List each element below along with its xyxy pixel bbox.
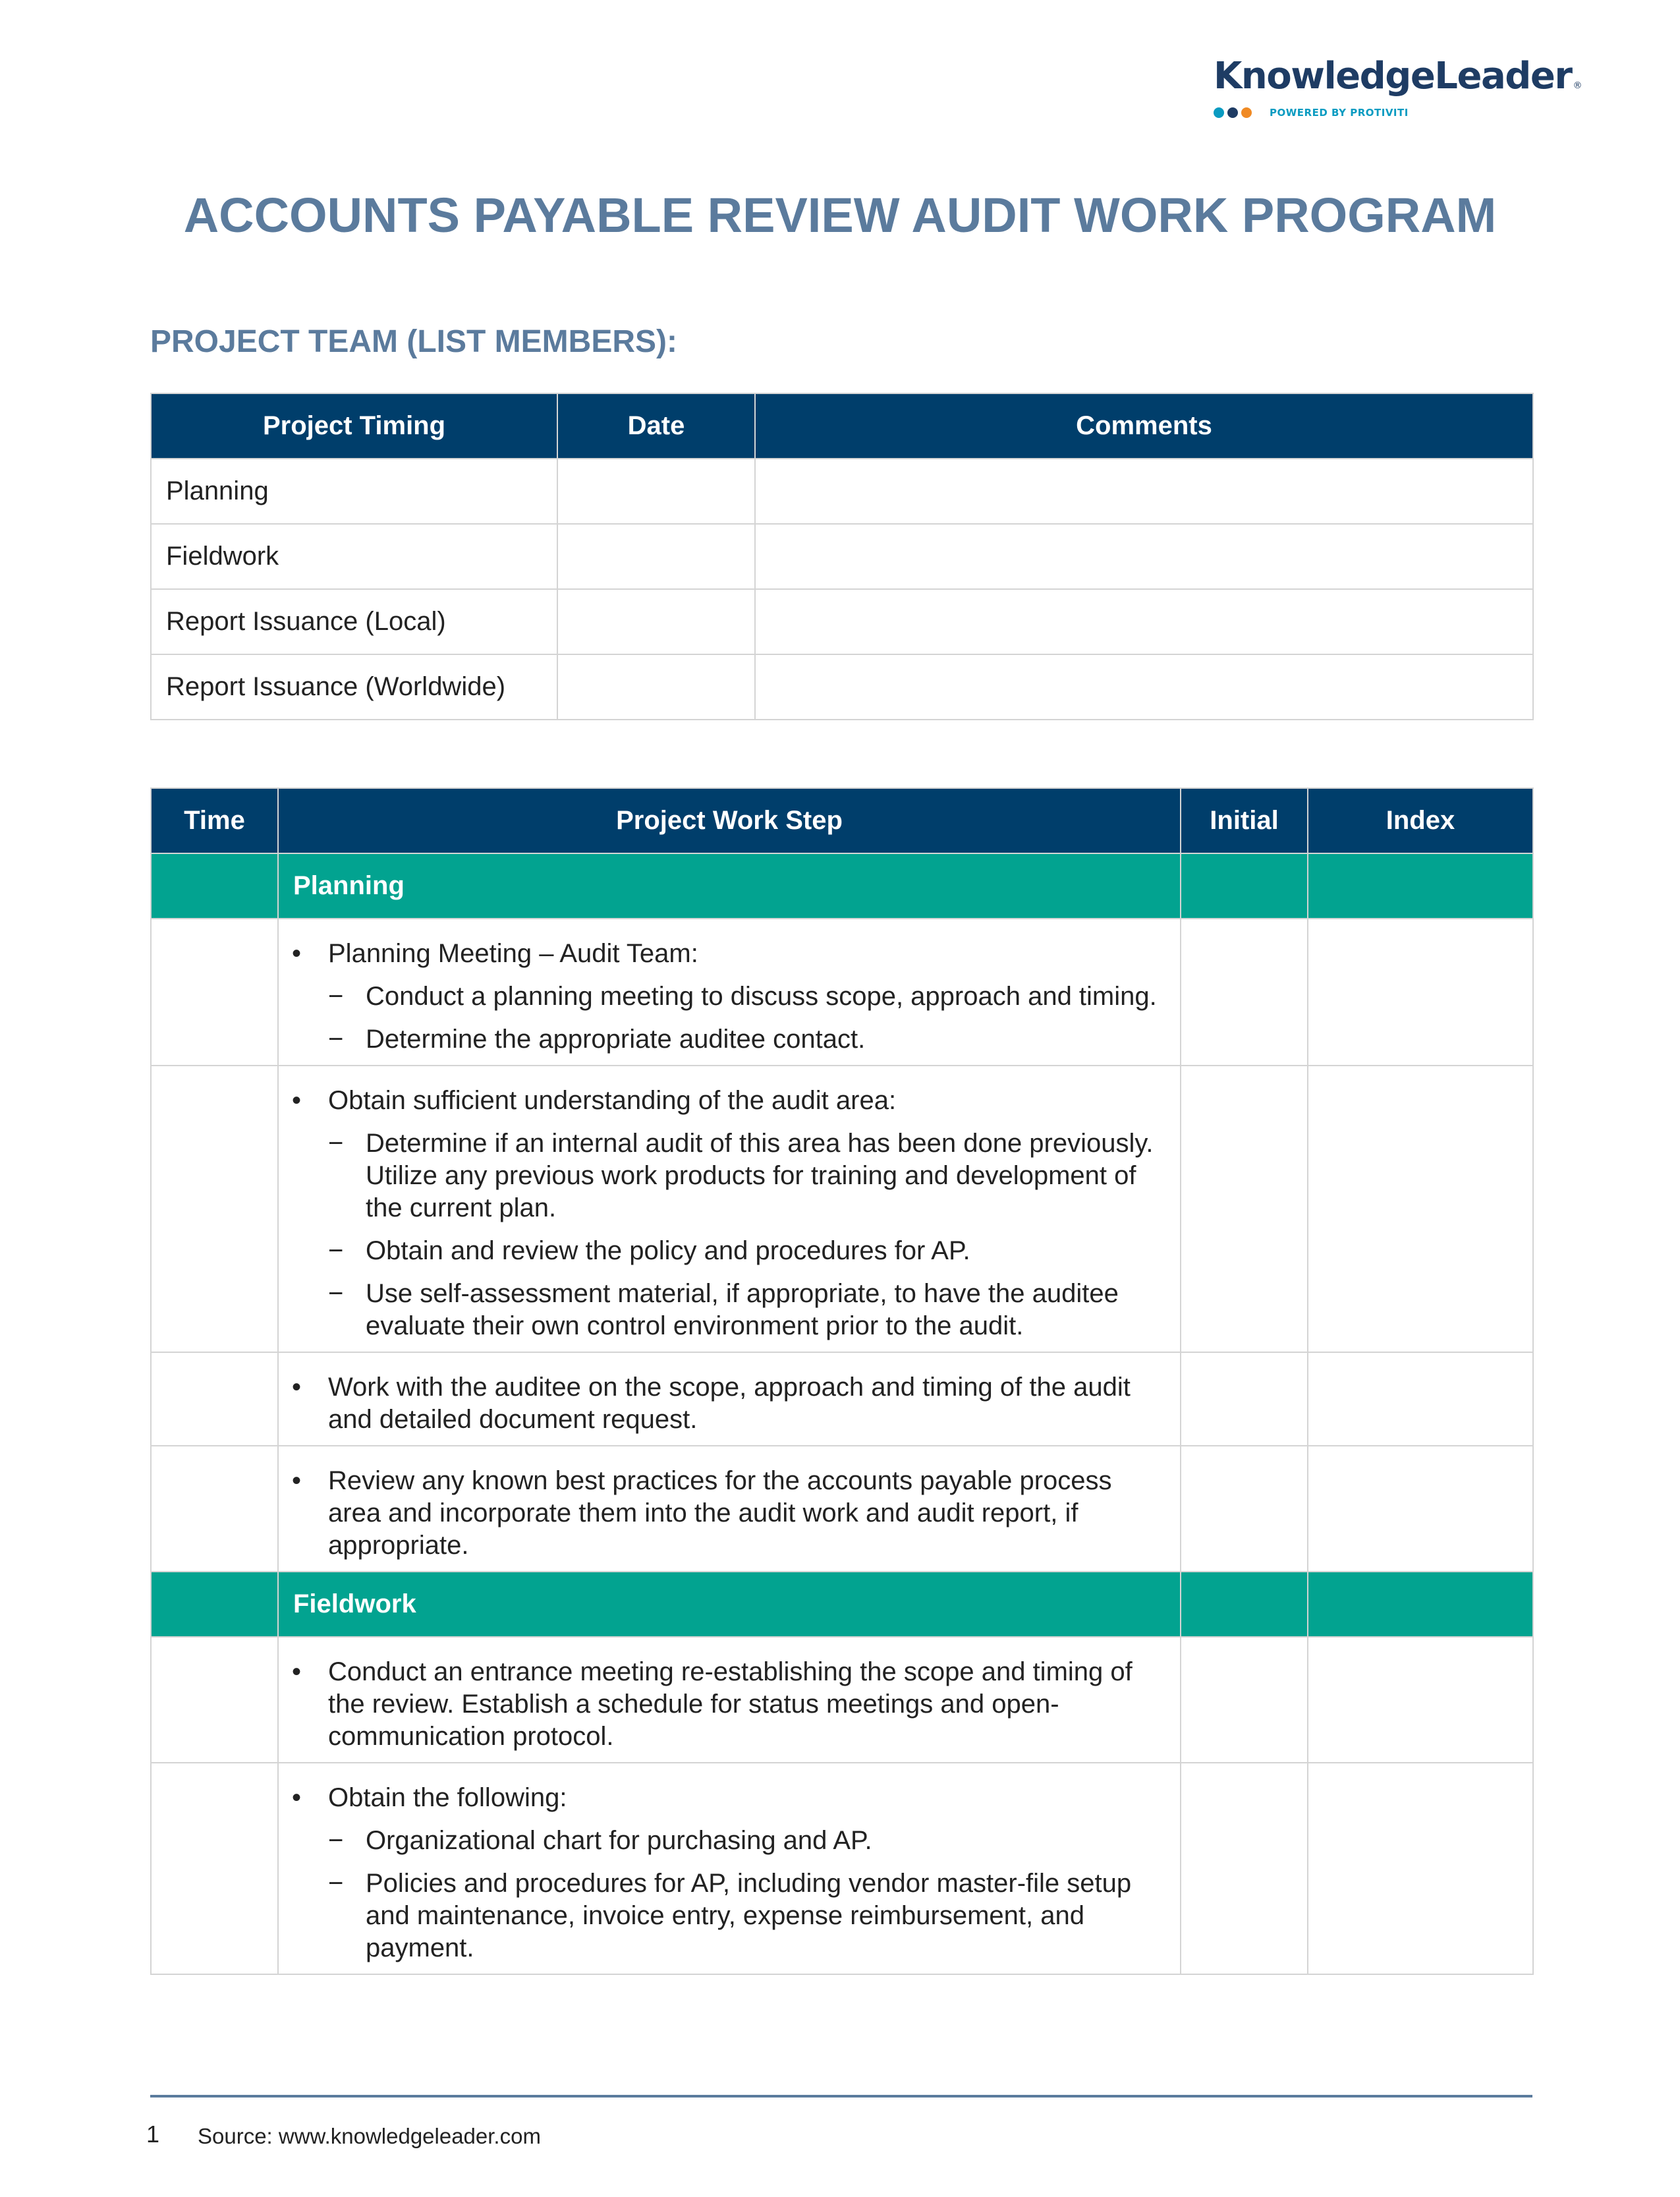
time-cell[interactable]: [151, 919, 278, 1066]
page-number: 1: [146, 2121, 160, 2148]
sub-marker: −: [328, 1025, 344, 1054]
sub-item: [292, 1278, 1167, 1342]
timing-row: [151, 459, 1533, 524]
header-project-work-step: Project Work Step: [278, 788, 1181, 853]
bullet-item: [292, 1656, 1167, 1753]
bullet-marker: •: [292, 1783, 302, 1812]
bullet-marker: •: [292, 939, 302, 968]
bullet-text: Planning Meeting – Audit Team:: [328, 939, 698, 968]
sub-text: Organizational chart for purchasing and AP.: [366, 1826, 872, 1855]
sub-marker: −: [328, 1129, 344, 1158]
index-cell[interactable]: [1308, 919, 1533, 1066]
logo-dot-icon: [1227, 107, 1238, 118]
index-cell[interactable]: [1308, 1637, 1533, 1763]
project-timing-table: [150, 393, 1534, 720]
time-cell[interactable]: [151, 1763, 278, 1974]
logo-dot-icon: [1241, 107, 1252, 118]
header-date: Date: [557, 393, 755, 459]
time-cell[interactable]: [151, 1066, 278, 1352]
header-index: Index: [1308, 788, 1533, 853]
section-row: [151, 853, 1533, 919]
sub-text: Conduct a planning meeting to discuss scope, approach and timing.: [366, 982, 1157, 1011]
timing-row: [151, 654, 1533, 720]
bullet-marker: •: [292, 1657, 302, 1686]
timing-row: [151, 524, 1533, 589]
sub-item: [292, 1825, 1167, 1857]
footer-divider: [150, 2095, 1532, 2097]
initial-cell[interactable]: [1181, 1066, 1308, 1352]
work-step-row: [151, 919, 1533, 1066]
time-cell[interactable]: [151, 853, 278, 919]
sub-text: Policies and procedures for AP, including vendor master-file setup and maintenance, invoice entry, expense reimbursement, and payment.: [366, 1869, 1132, 1962]
work-program-table: [150, 787, 1534, 1975]
sub-item: [292, 1868, 1167, 1964]
bullet-item: [292, 1465, 1167, 1562]
work-step-cell: [278, 1066, 1181, 1352]
bullet-text: Obtain sufficient understanding of the audit area:: [328, 1086, 897, 1115]
timing-row: [151, 589, 1533, 654]
sub-item: [292, 1235, 1167, 1267]
logo-tagline-row: [1214, 105, 1409, 120]
work-step-cell: [278, 1763, 1181, 1974]
bullet-marker: •: [292, 1373, 302, 1402]
index-cell[interactable]: [1308, 1572, 1533, 1637]
initial-cell[interactable]: [1181, 853, 1308, 919]
project-team-heading: PROJECT TEAM (LIST MEMBERS):: [150, 324, 677, 359]
sub-item: [292, 1127, 1167, 1224]
sub-marker: −: [328, 982, 344, 1011]
bullet-text: Conduct an entrance meeting re-establishing the scope and timing of the review. Establish a schedule for status meetings and open-communication protocol.: [328, 1657, 1133, 1751]
date-cell[interactable]: [557, 524, 755, 589]
sub-marker: −: [328, 1826, 344, 1855]
timing-label-cell: Planning: [151, 459, 557, 524]
work-step-row: [151, 1066, 1533, 1352]
comments-cell[interactable]: [755, 524, 1533, 589]
section-label-cell: [278, 1572, 1181, 1637]
header-project-timing: Project Timing: [151, 393, 557, 459]
initial-cell[interactable]: [1181, 1572, 1308, 1637]
initial-cell[interactable]: [1181, 1637, 1308, 1763]
header-time: Time: [151, 788, 278, 853]
document-title: ACCOUNTS PAYABLE REVIEW AUDIT WORK PROGRAM: [183, 188, 1497, 243]
work-header-row: [151, 788, 1533, 853]
logo-wordmark: KnowledgeLeader ®: [1214, 55, 1581, 98]
logo-tagline: POWERED BY PROTIVITI: [1270, 107, 1409, 119]
index-cell[interactable]: [1308, 1066, 1533, 1352]
bullet-marker: •: [292, 1466, 302, 1495]
index-cell[interactable]: [1308, 853, 1533, 919]
index-cell[interactable]: [1308, 1763, 1533, 1974]
logo-dot-icon: [1214, 107, 1224, 118]
bullet-item: [292, 1782, 1167, 1814]
section-label: Fieldwork: [293, 1589, 416, 1618]
section-label: Planning: [293, 871, 405, 900]
bullet-item: [292, 1371, 1167, 1436]
source-link[interactable]: Source: www.knowledgeleader.com: [198, 2124, 541, 2148]
section-label-cell: [278, 853, 1181, 919]
time-cell[interactable]: [151, 1446, 278, 1572]
knowledgeleader-logo: [1214, 50, 1581, 119]
time-cell[interactable]: [151, 1352, 278, 1446]
sub-text: Determine the appropriate auditee contact.: [366, 1025, 866, 1054]
sub-text: Determine if an internal audit of this area has been done previously. Utilize any previous work products for training and development of the current plan.: [366, 1129, 1154, 1222]
initial-cell[interactable]: [1181, 1352, 1308, 1446]
sub-marker: −: [328, 1869, 344, 1898]
sub-item: [292, 1023, 1167, 1056]
work-step-row: [151, 1637, 1533, 1763]
timing-header-row: [151, 393, 1533, 459]
section-row: [151, 1572, 1533, 1637]
initial-cell[interactable]: [1181, 1763, 1308, 1974]
comments-cell[interactable]: [755, 459, 1533, 524]
time-cell[interactable]: [151, 1572, 278, 1637]
comments-cell[interactable]: [755, 654, 1533, 720]
work-step-cell: [278, 1352, 1181, 1446]
date-cell[interactable]: [557, 654, 755, 720]
work-step-row: [151, 1352, 1533, 1446]
sub-item: [292, 981, 1167, 1013]
date-cell[interactable]: [557, 459, 755, 524]
index-cell[interactable]: [1308, 1446, 1533, 1572]
work-step-cell: [278, 1446, 1181, 1572]
initial-cell[interactable]: [1181, 919, 1308, 1066]
header-comments: Comments: [755, 393, 1533, 459]
work-step-cell: [278, 919, 1181, 1066]
bullet-item: [292, 1085, 1167, 1117]
comments-cell[interactable]: [755, 589, 1533, 654]
bullet-text: Work with the auditee on the scope, approach and timing of the audit and detailed document request.: [328, 1373, 1131, 1434]
sub-text: Use self-assessment material, if appropriate, to have the auditee evaluate their own control environment prior to the audit.: [366, 1279, 1119, 1340]
bullet-text: Review any known best practices for the accounts payable process area and incorporate them into the audit work and audit report, if appropriate.: [328, 1466, 1112, 1560]
timing-label-cell: Report Issuance (Worldwide): [151, 654, 557, 720]
date-cell[interactable]: [557, 589, 755, 654]
timing-label-cell: Report Issuance (Local): [151, 589, 557, 654]
work-step-cell: [278, 1637, 1181, 1763]
work-step-row: [151, 1763, 1533, 1974]
timing-label-cell: Fieldwork: [151, 524, 557, 589]
sub-marker: −: [328, 1279, 344, 1308]
sub-text: Obtain and review the policy and procedures for AP.: [366, 1236, 970, 1265]
work-step-row: [151, 1446, 1533, 1572]
header-initial: Initial: [1181, 788, 1308, 853]
bullet-item: [292, 938, 1167, 970]
initial-cell[interactable]: [1181, 1446, 1308, 1572]
index-cell[interactable]: [1308, 1352, 1533, 1446]
time-cell[interactable]: [151, 1637, 278, 1763]
bullet-text: Obtain the following:: [328, 1783, 567, 1812]
sub-marker: −: [328, 1236, 344, 1265]
bullet-marker: •: [292, 1086, 302, 1115]
